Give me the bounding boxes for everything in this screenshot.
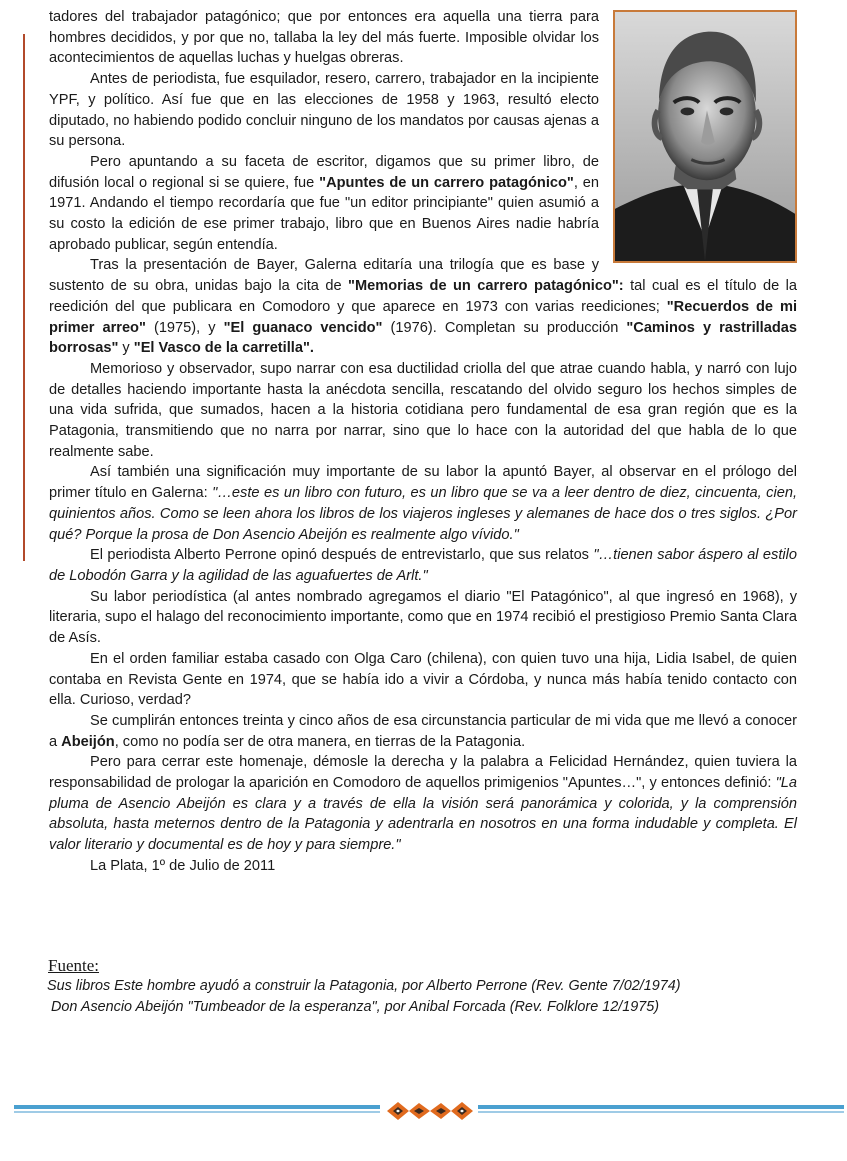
paragraph-text: tal cual es el título de la reedición del que publicara en Comodoro y que aparece en 1973 con varias reediciones; bbox=[49, 278, 797, 315]
source-line-2: Don Asencio Abeijón "Tumbeador de la esperanza", por Anibal Forcada (Rev. Folklore 12/1975) bbox=[47, 998, 660, 1015]
paragraph bbox=[49, 649, 797, 711]
paragraph bbox=[49, 462, 797, 545]
paragraph-text: (1975), y bbox=[145, 319, 224, 336]
paragraph bbox=[49, 856, 797, 877]
paragraph bbox=[49, 752, 797, 856]
paragraph-text: tadores del trabajador patagónico; que por entonces era aquella una tierra para hombres decididos, y por que no, tallaba la ley del más fuerte. Imposible olvidar los acontecimientos de aquellas luchas y huelgas obreras. bbox=[49, 9, 599, 67]
paragraph bbox=[49, 359, 797, 463]
footer-rule-left-thin bbox=[14, 1111, 380, 1113]
portrait-photo bbox=[613, 10, 797, 263]
paragraph-text: , en 1971. Andando el tiempo recordaría que fue "un editor principiante" quien asumió a su costo la edición de ese primer trabajo, libro que en Buenos Aires nadie habría aprobado publicar, según entendía. bbox=[49, 174, 599, 253]
source-line-1: Sus libros Este hombre ayudó a construir la Patagonia, por Alberto Perrone (Rev. Gente 7/02/1974) bbox=[47, 978, 681, 994]
paragraph-text: Se cumplirán entonces treinta y cinco años de esa circunstancia particular de mi vida que me llevó a conocer a bbox=[49, 712, 797, 750]
paragraph bbox=[49, 587, 797, 649]
paragraph-text: Antes de periodista, fue esquilador, resero, carrero, trabajador en la incipiente YPF, y político. Así fue que en las elecciones de 1958 y 1963, resultó electo diputado, no habiendo podido concluir ninguno de los mandatos por causas ajenas a su persona. bbox=[49, 71, 599, 150]
paragraph bbox=[49, 711, 797, 752]
paragraph-text: Pero para cerrar este homenaje, démosle la derecha y la palabra a Felicidad Hernández, quien tuviera la responsabilidad de prologar la aparición en Comodoro de aquellos primigenios "Apuntes…", y entonces definió: bbox=[49, 754, 797, 792]
footer-rule-left bbox=[14, 1105, 380, 1109]
paragraph-text: , como no podía ser de otra manera, en tierras de la Patagonia. bbox=[114, 733, 526, 750]
footer-band bbox=[14, 1100, 844, 1122]
bold-text: "Memorias de un carrero patagónico": bbox=[348, 278, 624, 295]
paragraph-text: y bbox=[118, 340, 134, 357]
source-section bbox=[47, 956, 807, 1017]
portrait-image bbox=[615, 12, 795, 261]
margin-rule bbox=[23, 34, 25, 561]
bold-text: "El Vasco de la carretilla". bbox=[133, 340, 314, 357]
bold-text: "Recuerdos de mi primer arreo" bbox=[49, 298, 797, 336]
paragraph-text: Tras la presentación de Bayer, Galerna editaría una trilogía que es base y sustento de su obra, unidas bajo la cita de bbox=[49, 257, 599, 295]
paragraph-text: Pero apuntando a su faceta de escritor, digamos que su primer libro, de difusión local o regional si se quiere, fue bbox=[49, 153, 599, 191]
paragraph bbox=[49, 545, 797, 586]
quote-text: "…este es un libro con futuro, es un libro que se va a leer dentro de diez, cincuenta, cien, quinientos años. Como se leen ahora los libros de los viajeros ingleses y alemanes de hace dos o tres siglos. ¿Por qué? Porque la prosa de Don Asencio Abeijón es realmente algo vívido." bbox=[49, 485, 797, 543]
article-body bbox=[49, 7, 797, 877]
paragraph-text: La Plata, 1º de Julio de 2011 bbox=[90, 857, 276, 874]
paragraph bbox=[49, 255, 797, 359]
paragraph-text: En el orden familiar estaba casado con Olga Caro (chilena), con quien tuvo una hija, Lidia Isabel, de quien contaba en Revista Gente en 1974, que se había ido a vivir a Córdoba, y nunca más había tenido contacto con ella. Curioso, verdad? bbox=[49, 650, 797, 709]
quote-text: "…tienen sabor áspero al estilo de Lobodón Garra y la agilidad de las aguafuertes de Arlt." bbox=[49, 547, 798, 584]
paragraph-text: Su labor periodística (al antes nombrado agregamos el diario "El Patagónico", al que ingresó en 1968), y literaria, supo el halago del reconocimiento importante, como que en 1974 recibió el prestigioso Premio Santa Clara de Asís. bbox=[49, 588, 797, 647]
bold-text: "Caminos y rastrilladas borrosas" bbox=[49, 319, 798, 357]
source-heading: Fuente: bbox=[48, 956, 99, 975]
footer-rule-right bbox=[478, 1105, 844, 1109]
paragraph-text: (1976). Completan su producción bbox=[382, 319, 627, 336]
paragraph-text: Memorioso y observador, supo narrar con esa ductilidad criolla del que atrae cuando habla, y narró con lujo de detalles haciendo importante hasta la anécdota sencilla, rescatando del olvido seguro los hechos simples de una vida sufrida, que sumados, hacen a la historia cotidiana pero fundamental de esa gran región que es la Patagonia, transmitiendo que no narra por narrar, sino que lo hace con la autoridad del que habla de lo que realmente sabe. bbox=[49, 360, 797, 460]
bold-text: "Apuntes de un carrero patagónico" bbox=[319, 174, 574, 191]
paragraph-text: Así también una significación muy importante de su labor la apuntó Bayer, al observar en el prólogo del primer título en Galerna: bbox=[49, 464, 797, 502]
footer-rule-right-thin bbox=[478, 1111, 844, 1113]
paragraph-text: El periodista Alberto Perrone opinó después de entrevistarlo, que sus relatos bbox=[90, 547, 594, 564]
bold-text: "El guanaco vencido" bbox=[223, 319, 383, 336]
quote-text: "La pluma de Asencio Abeijón es clara y a través de ella la visión será panorámica y colorida, y la comprensión absoluta, hasta meternos dentro de la Patagonia y adentrarla en nosotros en una forma indudable y completa. El valor literario y documental es de hoy y para siempre." bbox=[49, 775, 797, 854]
geometric-ornament-icon bbox=[387, 1100, 473, 1122]
bold-text: Abeijón bbox=[61, 733, 115, 750]
